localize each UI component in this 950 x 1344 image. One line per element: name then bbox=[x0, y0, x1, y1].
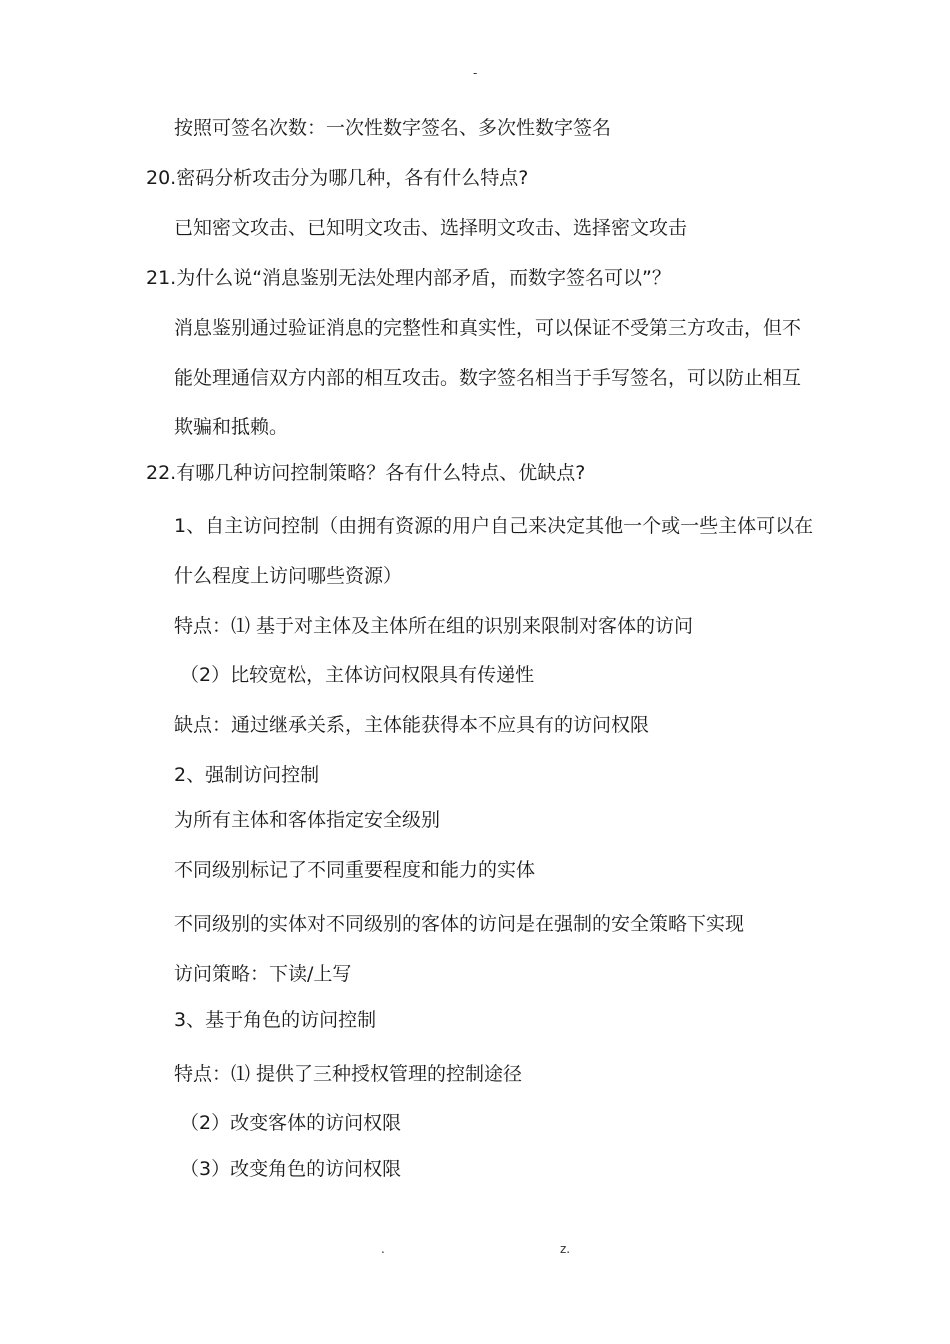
question-heading: 21.为什么说“消息鉴别无法处理内部矛盾，而数字签名可以”？ bbox=[146, 267, 671, 289]
text-line: 为所有主体和客体指定安全级别 bbox=[174, 809, 441, 831]
text-line: （2）比较宽松，主体访问权限具有传递性 bbox=[180, 664, 535, 686]
question-heading: 22.有哪几种访问控制策略？各有什么特点、优缺点? bbox=[146, 462, 586, 484]
text-line: 不同级别标记了不同重要程度和能力的实体 bbox=[174, 859, 536, 881]
header-mark: - bbox=[473, 66, 478, 80]
text-line: 3、基于角色的访问控制 bbox=[174, 1009, 377, 1031]
footer-left-mark: . bbox=[381, 1242, 385, 1256]
text-line: 2、强制访问控制 bbox=[174, 764, 320, 786]
text-line: 已知密文攻击、已知明文攻击、选择明文攻击、选择密文攻击 bbox=[174, 217, 688, 239]
text-line: 消息鉴别通过验证消息的完整性和真实性，可以保证不受第三方攻击，但不 bbox=[174, 317, 802, 339]
footer-right-mark: z. bbox=[560, 1242, 571, 1256]
text-line: （3）改变角色的访问权限 bbox=[180, 1158, 402, 1180]
text-line: 特点：⑴ 提供了三种授权管理的控制途径 bbox=[174, 1063, 523, 1085]
text-line: 按照可签名次数：一次性数字签名、多次性数字签名 bbox=[174, 117, 612, 139]
question-heading: 20.密码分析攻击分为哪几种，各有什么特点? bbox=[146, 167, 529, 189]
text-line: 访问策略：下读/上写 bbox=[174, 963, 352, 985]
text-line: （2）改变客体的访问权限 bbox=[180, 1112, 402, 1134]
text-line: 能处理通信双方内部的相互攻击。数字签名相当于手写签名，可以防止相互 bbox=[174, 367, 802, 389]
text-line: 缺点：通过继承关系，主体能获得本不应具有的访问权限 bbox=[174, 714, 650, 736]
text-line: 特点：⑴ 基于对主体及主体所在组的识别来限制对客体的访问 bbox=[174, 615, 694, 637]
text-line: 什么程度上访问哪些资源） bbox=[174, 565, 403, 587]
text-line: 1、自主访问控制（由拥有资源的用户自己来决定其他一个或一些主体可以在 bbox=[174, 515, 814, 537]
text-line: 不同级别的实体对不同级别的客体的访问是在强制的安全策略下实现 bbox=[174, 913, 745, 935]
text-line: 欺骗和抵赖。 bbox=[174, 416, 289, 438]
